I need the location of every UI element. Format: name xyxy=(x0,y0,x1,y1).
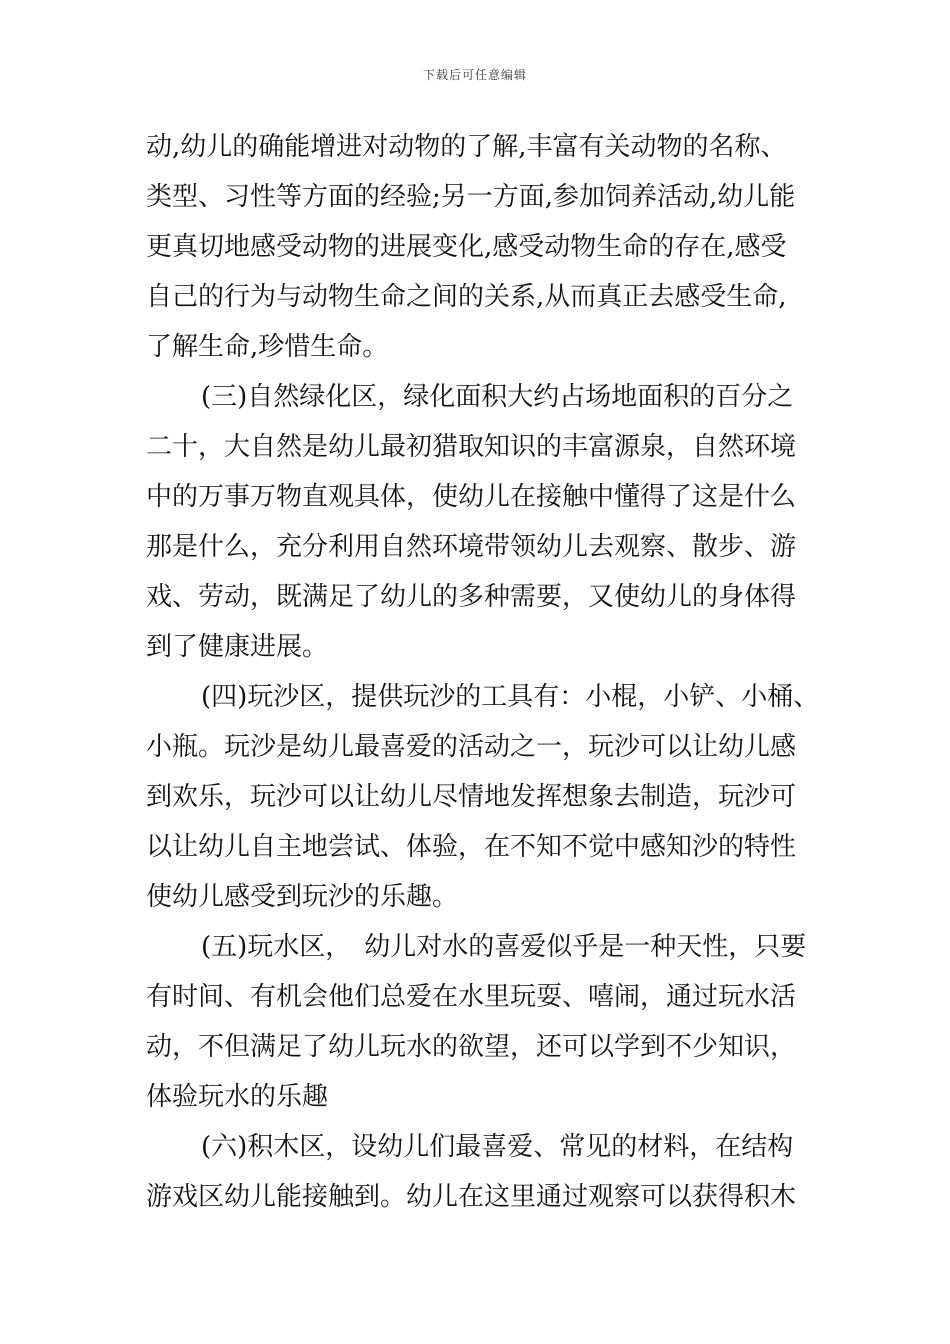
text-line: 有时间、有机会他们总爱在水里玩耍、嘻闹，通过玩水活 xyxy=(146,982,797,1012)
text-line: 动,幼儿的确能增进对动物的了解,丰富有关动物的名称、 xyxy=(146,132,787,162)
text-line: 戏、劳动，既满足了幼儿的多种需要，又使幼儿的身体得 xyxy=(146,582,797,612)
page-header: 下载后可任意编辑 xyxy=(422,68,527,82)
text-line: (三)自然绿化区，绿化面积大约占场地面积的百分之 xyxy=(201,382,794,412)
text-line: 体验玩水的乐趣 xyxy=(146,1082,329,1112)
text-line: 游戏区幼儿能接触到。幼儿在这里通过观察可以获得积木 xyxy=(146,1182,797,1212)
text-line: (五)玩水区， 幼儿对水的喜爱似乎是一种天性，只要 xyxy=(201,932,807,962)
text-line: 了解生命,珍惜生命。 xyxy=(146,332,389,362)
text-line: 小瓶。玩沙是幼儿最喜爱的活动之一，玩沙可以让幼儿感 xyxy=(146,732,797,762)
text-line: 更真切地感受动物的进展变化,感受动物生命的存在,感受 xyxy=(146,232,787,262)
text-line: 那是什么，充分利用自然环境带领幼儿去观察、散步、游 xyxy=(146,532,797,562)
text-line: 类型、习性等方面的经验;另一方面,参加饲养活动,幼儿能 xyxy=(146,182,796,212)
text-line: (四)玩沙区，提供玩沙的工具有：小棍，小铲、小桶、 xyxy=(201,682,820,712)
text-line: 到欢乐，玩沙可以让幼儿尽情地发挥想象去制造，玩沙可 xyxy=(146,782,797,812)
text-line: 到了健康进展。 xyxy=(146,632,329,662)
text-line: 中的万事万物直观具体，使幼儿在接触中懂得了这是什么 xyxy=(146,482,797,512)
text-line: 二十，大自然是幼儿最初猎取知识的丰富源泉，自然环境 xyxy=(146,432,797,462)
text-line: (六)积木区，设幼儿们最喜爱、常见的材料，在结构 xyxy=(201,1132,794,1162)
text-line: 动，不但满足了幼儿玩水的欲望，还可以学到不少知识， xyxy=(146,1032,797,1062)
text-line: 以让幼儿自主地尝试、体验，在不知不觉中感知沙的特性 xyxy=(146,832,797,862)
text-line: 使幼儿感受到玩沙的乐趣。 xyxy=(146,882,459,912)
text-line: 自己的行为与动物生命之间的关系,从而真正去感受生命, xyxy=(146,282,787,312)
document-body xyxy=(146,122,826,1222)
